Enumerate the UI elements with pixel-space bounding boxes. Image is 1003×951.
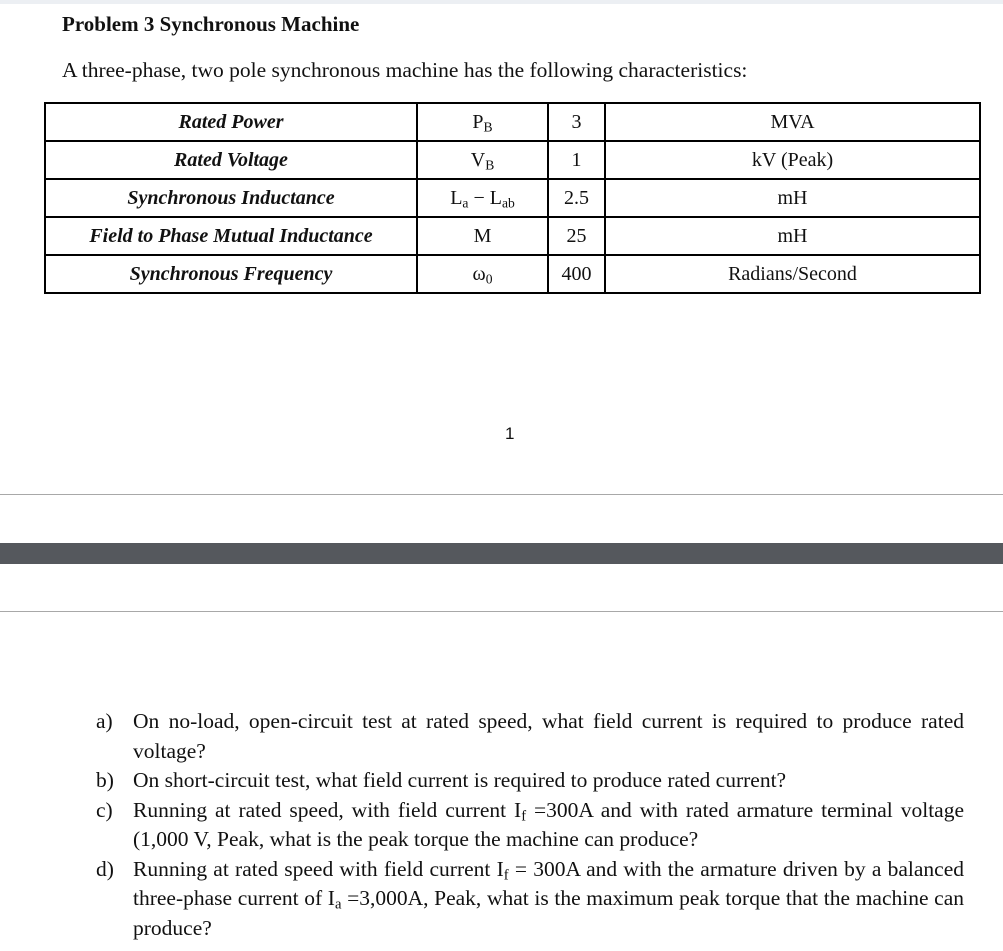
question-letter: d) — [96, 856, 114, 881]
table-row — [45, 103, 980, 141]
row-symbol — [417, 255, 548, 293]
page-divider-line — [0, 611, 1003, 612]
problem-intro: A three-phase, two pole synchronous machine has the following characteristics: — [62, 58, 748, 82]
symbol-main: ω — [472, 262, 486, 285]
question-text: = 300A and with the armature driven by a balanced three-phase current of I — [133, 856, 964, 910]
question-text: Running at rated speed, with field current I — [133, 797, 522, 822]
row-unit: mH — [605, 179, 980, 217]
row-unit: kV (Peak) — [605, 141, 980, 179]
symbol-operator: − — [468, 186, 490, 209]
table-row — [45, 141, 980, 179]
text-subscript: f — [521, 808, 527, 825]
page-number: 1 — [505, 424, 515, 443]
symbol-subscript: B — [485, 156, 495, 172]
question-list — [96, 707, 964, 943]
question-letter: c) — [96, 797, 113, 822]
row-value: 3 — [548, 103, 605, 141]
characteristics-table — [44, 102, 981, 294]
row-label: Rated Power — [45, 103, 417, 141]
symbol-main: L — [450, 186, 463, 209]
question-text: =3,000A, Peak, what is the maximum peak torque that the machine can produce? — [133, 886, 964, 940]
row-unit: mH — [605, 217, 980, 255]
row-label: Synchronous Inductance — [45, 179, 417, 217]
table-row — [45, 217, 980, 255]
symbol-main: V — [470, 148, 486, 171]
page-divider-line — [0, 494, 1003, 495]
page-top-edge — [0, 0, 1003, 4]
symbol-subscript: a — [462, 194, 469, 210]
table-row — [45, 255, 980, 293]
question-letter: b) — [96, 768, 114, 792]
text-subscript: f — [503, 867, 509, 884]
symbol-main: L — [489, 186, 502, 209]
question-item — [96, 855, 964, 944]
question-text: Running at rated speed with field current I — [133, 856, 504, 881]
row-label: Synchronous Frequency — [45, 255, 417, 293]
row-symbol — [417, 179, 548, 217]
row-value: 400 — [548, 255, 605, 293]
question-item — [96, 766, 964, 796]
symbol-main: P — [472, 110, 484, 133]
question-item — [96, 796, 964, 855]
row-label: Rated Voltage — [45, 141, 417, 179]
row-unit: MVA — [605, 103, 980, 141]
question-text: =300A and with rated armature terminal voltage (1,000 V, Peak, what is the peak torque the machine can produce? — [133, 797, 964, 851]
question-letter: a) — [96, 709, 113, 733]
page-break-bar — [0, 543, 1003, 564]
row-label: Field to Phase Mutual Inductance — [45, 217, 417, 255]
symbol-main: M — [473, 224, 492, 247]
row-symbol — [417, 103, 548, 141]
question-text: On no-load, open-circuit test at rated speed, what field current is required to produce rated voltage? — [133, 709, 964, 763]
symbol-subscript: B — [483, 118, 493, 134]
row-value: 1 — [548, 141, 605, 179]
row-unit: Radians/Second — [605, 255, 980, 293]
question-text: On short-circuit test, what field current is required to produce rated current? — [133, 768, 787, 792]
question-item — [96, 707, 964, 766]
symbol-subscript: ab — [501, 194, 515, 210]
row-symbol — [417, 141, 548, 179]
row-value: 25 — [548, 217, 605, 255]
table-row — [45, 179, 980, 217]
symbol-subscript: 0 — [485, 270, 493, 286]
row-symbol — [417, 217, 548, 255]
text-subscript: a — [334, 896, 342, 913]
problem-title: Problem 3 Synchronous Machine — [62, 12, 360, 36]
row-value: 2.5 — [548, 179, 605, 217]
